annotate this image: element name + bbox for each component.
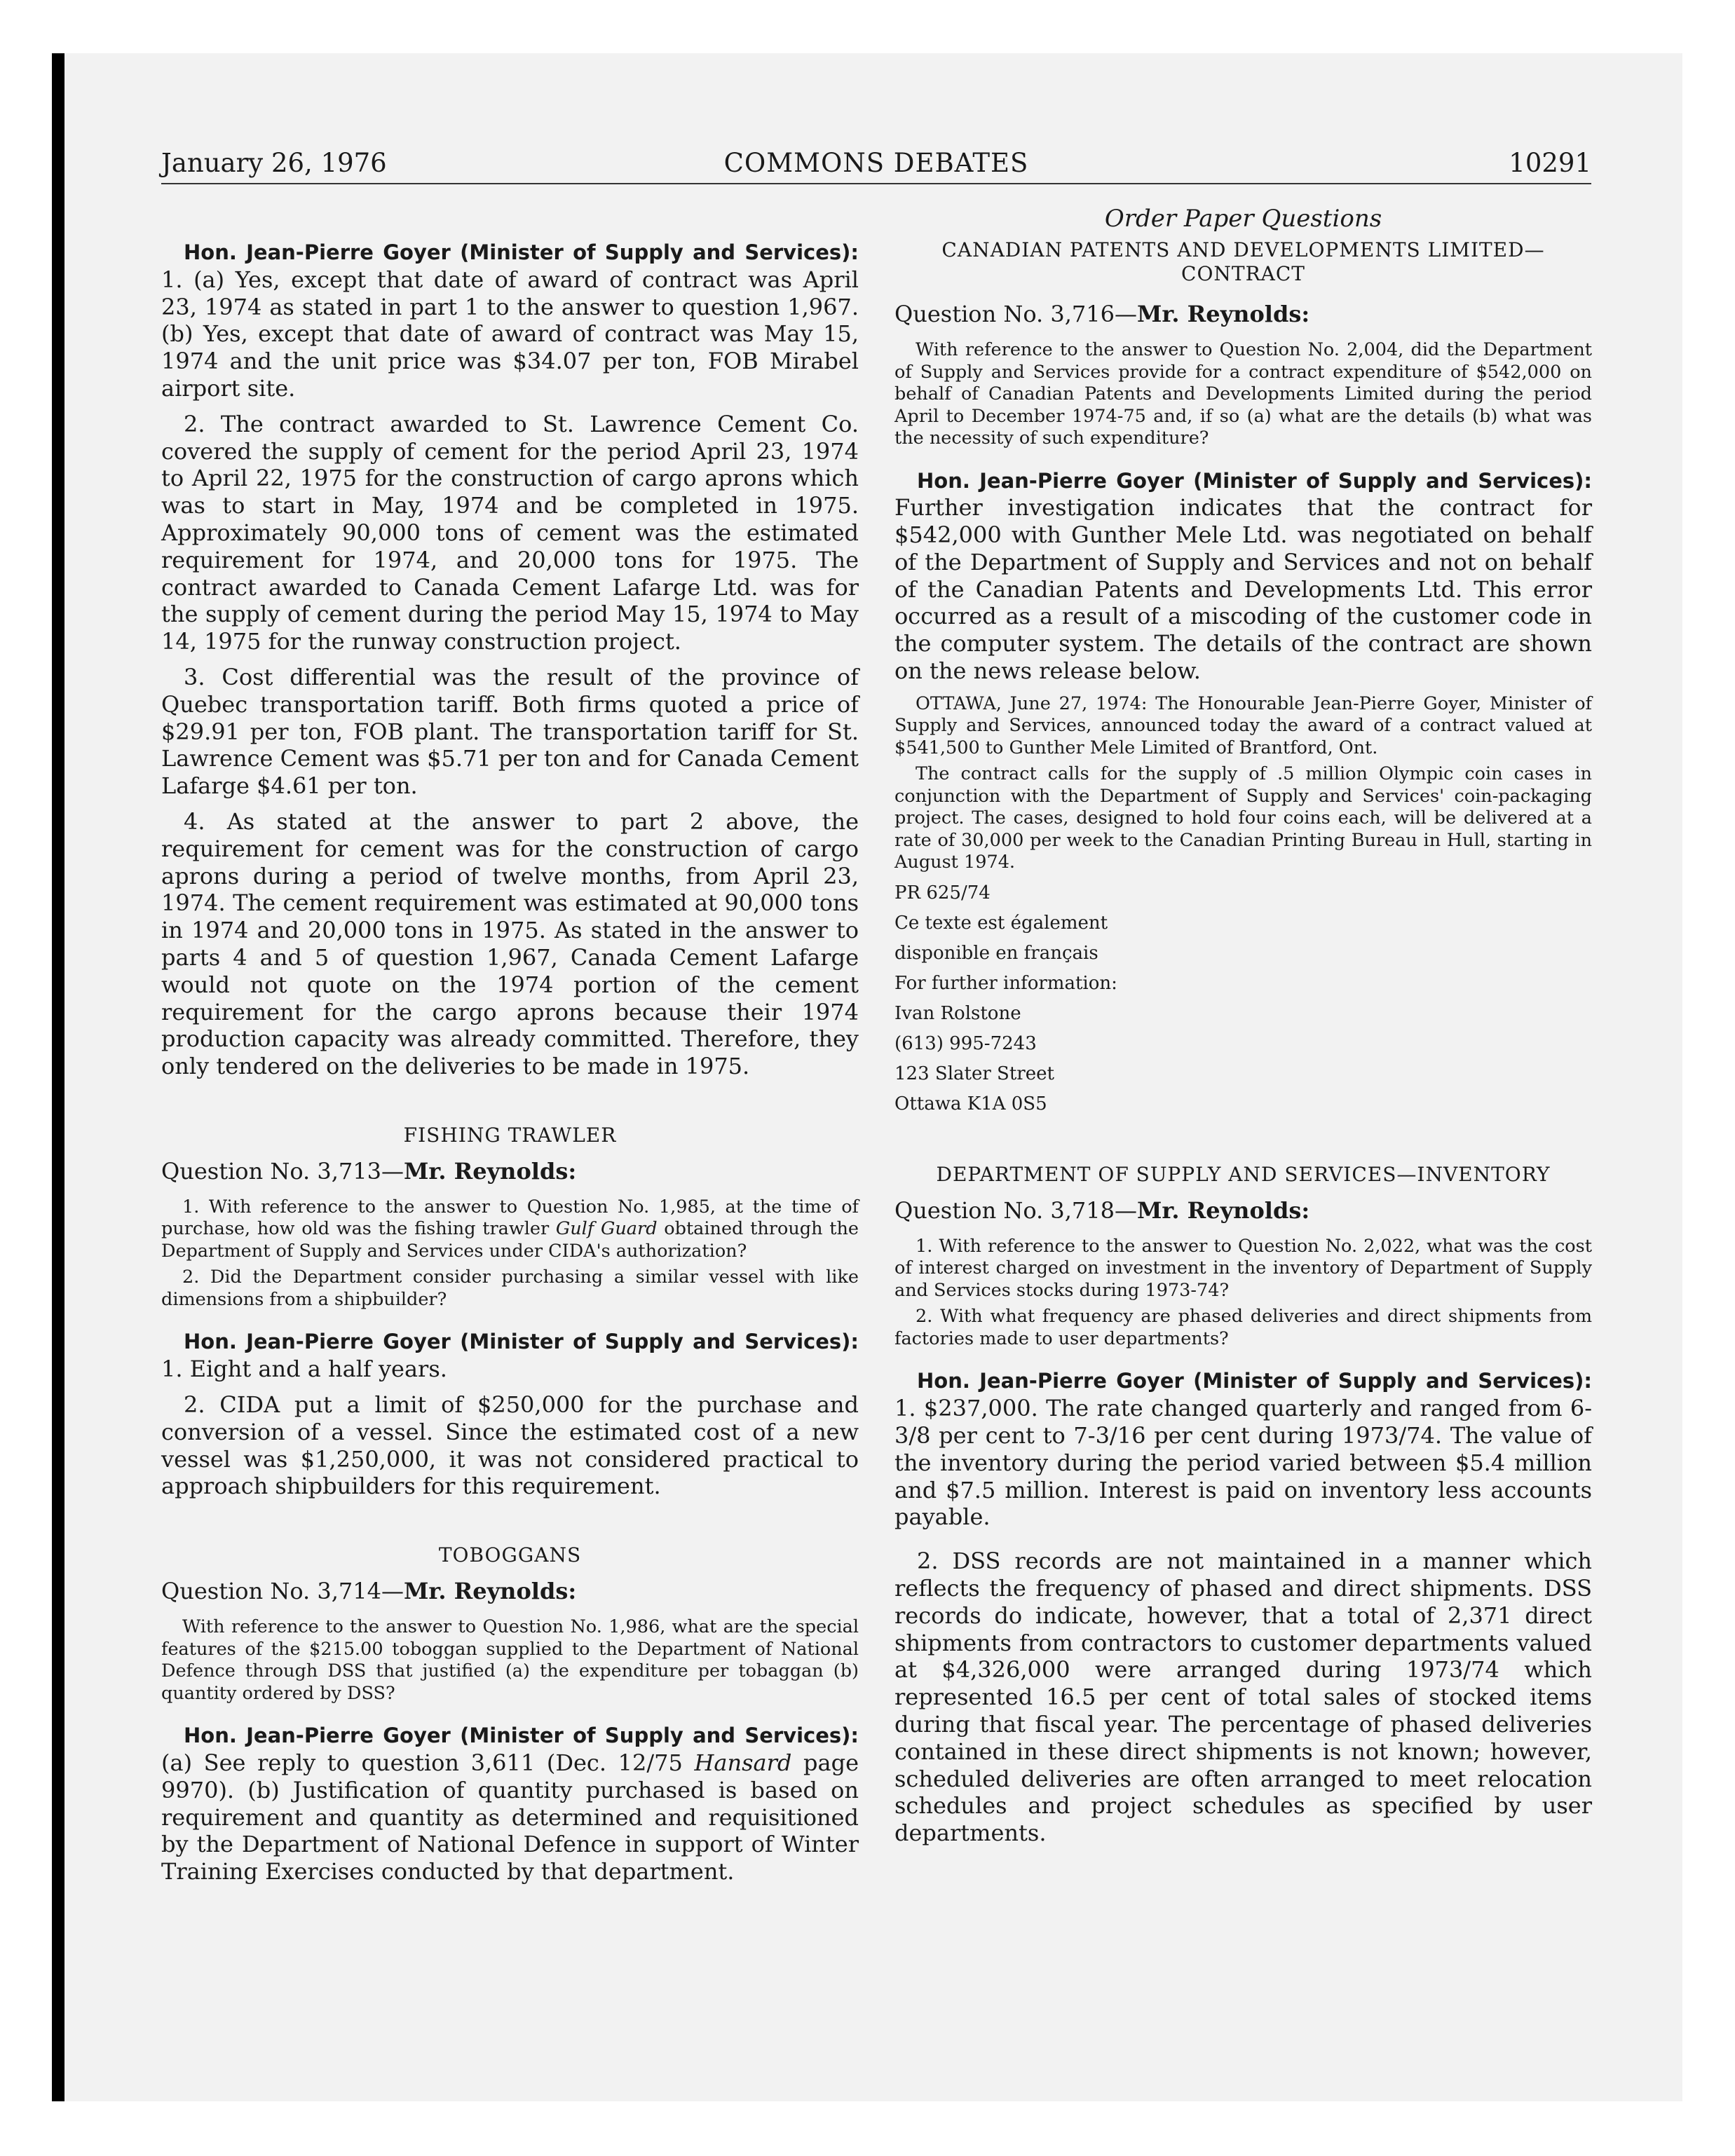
speaker-name: Hon. Jean-Pierre Goyer (Minister of Supply and Services): (917, 1369, 1592, 1393)
question-text (161, 1196, 859, 1263)
header-publication: COMMONS DEBATES (723, 148, 1029, 178)
speaker-name: Hon. Jean-Pierre Goyer (Minister of Supply and Services): (184, 240, 859, 264)
question-text (894, 1306, 1592, 1350)
section-title: Order Paper Questions (1104, 205, 1382, 233)
header-page-number: 10291 (1509, 148, 1591, 178)
hansard-title: Hansard (694, 1749, 792, 1776)
right-column (894, 203, 1592, 1855)
release-text: OTTAWA, June 27, 1974: The Honourable Jean-Pierre Goyer, Minister of Supply and Services, announced today the award of a contract valued at $541,500 to Gunther Mele Limited of Brantford, Ont. (894, 692, 1592, 758)
answer-text: Further investigation indicates that the contract for $542,000 with Gunther Mele Ltd. was negotiated on behalf of the Department of Supply and Services and not on behalf of the Canadian Patents and Developments Ltd. This error occurred as a result of a miscoding of the customer code in the computer system. The details of the contract are shown on the news release below. (894, 494, 1592, 685)
answer-paragraph (161, 808, 859, 1080)
release-line: For further information: (894, 972, 1117, 994)
question-line (894, 1195, 1592, 1226)
answer-text: 3. Cost differential was the result of the province of Quebec transportation tariff. Both firms quoted a price of $29.91 per ton, FOB plant. The transportation tariff for St. Lawrence Cement was $5.71 per ton and for Canada Cement Lafarge $4.61 per ton. (161, 663, 859, 800)
release-line: PR 625/74 (894, 882, 991, 903)
question-text-part: 1. With reference to the answer to Question No. 1,985, at the time of purchase, how old was the fishing trawler (161, 1196, 859, 1240)
answer-paragraph (894, 1548, 1592, 1847)
question-member: Mr. Reynolds: (404, 1157, 577, 1185)
release-line: 123 Slater Street (894, 1063, 1054, 1084)
release-line: Ottawa K1A 0S5 (894, 1093, 1047, 1114)
release-line: Ce texte est également (894, 912, 1108, 934)
release-line: disponible en français (894, 942, 1098, 964)
vessel-name: Gulf Guard (555, 1218, 658, 1240)
question-member: Mr. Reynolds: (1137, 301, 1310, 327)
question-text-part: With reference to the answer to Question No. 1,986, what are the special features of the $215.00 toboggan supplied to the Department of National Defence through DSS that justified (a) the expenditure per tobaggan (b) quantity ordered by DSS? (161, 1616, 859, 1704)
scan-edge (52, 53, 64, 2101)
release-line: Ivan Rolstone (894, 1002, 1021, 1024)
release-paragraph (894, 693, 1592, 760)
question-text (894, 339, 1592, 450)
release-text: The contract calls for the supply of .5 million Olympic coin cases in conjunction with the Department of Supply and Services' coin-packaging project. The cases, designed to hold four coins each, will be delivered at a rate of 30,000 per week to the Canadian Printing Bureau in Hull, starting in August 1974. (894, 763, 1592, 873)
answer-text: 2. The contract awarded to St. Lawrence Cement Co. covered the supply of cement for the period April 23, 1974 to April 22, 1975 for the construction of cargo aprons which was to start in May, 1974 and be completed in 1975. Approximately 90,000 tons of cement was the estimated requirement for 1974, and 20,000 tons for 1975. The contract awarded to Canada Cement Lafarge Ltd. was for the supply of cement during the period May 15, 1974 to May 14, 1975 for the runway construction project. (161, 410, 859, 655)
section-inventory (894, 1163, 1592, 1847)
answer-paragraph (161, 1391, 859, 1500)
answer-paragraph (161, 664, 859, 800)
header-date: January 26, 1976 (161, 148, 387, 178)
speaker-name: Hon. Jean-Pierre Goyer (Minister of Supply and Services): (184, 1330, 859, 1354)
question-member: Mr. Reynolds: (404, 1578, 577, 1605)
answer-text: (a) See reply to question 3,611 (Dec. 12/75 (161, 1749, 695, 1776)
answer-text: 2. DSS records are not maintained in a manner which reflects the frequency of phased and direct shipments. DSS records do indicate, however, that a total of 2,371 direct shipments from contractors to customer departments valued at $4,326,000 were arranged during 1973/74 which represented 16.5 per cent of total sales of stocked items during that fiscal year. The percentage of phased deliveries contained in these direct shipments is not known; however, scheduled deliveries are often arranged to meet relocation schedules and project schedules as specified by user departments. (894, 1548, 1592, 1847)
section-heading-line: CANADIAN PATENTS AND DEVELOPMENTS LIMITED— (941, 238, 1545, 261)
release-contact-block (894, 878, 1592, 1119)
question-number: Question No. 3,713— (161, 1157, 404, 1185)
question-number: Question No. 3,714— (161, 1578, 404, 1605)
answer-paragraph (161, 411, 859, 655)
section-heading: DEPARTMENT OF SUPPLY AND SERVICES—INVENTORY (936, 1162, 1551, 1186)
answer-paragraph (161, 1721, 859, 1885)
answer-text: 1. (a) Yes, except that date of award of contract was April 23, 1974 as stated in part 1 to the answer to question 1,967. (b) Yes, except that date of award of contract was May 15, 1974 and the unit price was $34.07 per ton, FOB Mirabel airport site. (161, 266, 859, 402)
release-line: (613) 995-7243 (894, 1032, 1037, 1054)
answer-text: 4. As stated at the answer to part 2 above, the requirement for cement was for the construction of cargo aprons during a period of twelve months, from April 23, 1974. The cement requirement was estimated at 90,000 tons in 1974 and 20,000 tons in 1975. As stated in the answer to parts 4 and 5 of question 1,967, Canada Cement Lafarge would not quote on the 1974 portion of the cement requirement for the cargo aprons because their 1974 production capacity was already committed. Therefore, they only tendered on the deliveries to be made in 1975. (161, 807, 859, 1080)
question-line (894, 299, 1592, 329)
answer-text: 2. CIDA put a limit of $250,000 for the purchase and conversion of a vessel. Since the estimated cost of a new vessel was $1,250,000, it was not considered practical to approach shipbuilders for this requirement. (161, 1391, 859, 1500)
answer-text: 1. Eight and a half years. (161, 1356, 447, 1383)
section-heading-line: CONTRACT (1181, 262, 1305, 285)
answer-1967 (161, 238, 859, 1080)
question-text-part: 2. With what frequency are phased deliveries and direct shipments from factories made to user departments? (894, 1306, 1592, 1349)
question-text (161, 1267, 859, 1311)
section-fishing-trawler (161, 1124, 859, 1500)
left-column (161, 203, 859, 1894)
question-number: Question No. 3,716— (894, 301, 1137, 327)
question-member: Mr. Reynolds: (1137, 1196, 1310, 1224)
question-text-part: obtained through the Department of Supply and Services under CIDA's authorization? (161, 1218, 859, 1262)
answer-text: page 9970). (b) Justification of quantity purchased is based on requirement and quantity as determined and requisitioned by the Department of National Defence in support of Winter Training Exercises conducted by that department. (161, 1749, 859, 1885)
answer-paragraph (161, 238, 859, 402)
question-number: Question No. 3,718— (894, 1196, 1137, 1224)
question-text-part: 1. With reference to the answer to Question No. 2,022, what was the cost of interest charged on investment in the inventory of Department of Supply and Services stocks during 1973-74? (894, 1235, 1592, 1301)
section-heading: TOBOGGANS (438, 1543, 582, 1567)
answer-paragraph (161, 1328, 859, 1383)
question-text (161, 1616, 859, 1705)
news-release (894, 693, 1592, 1119)
speaker-name: Hon. Jean-Pierre Goyer (Minister of Supply and Services): (184, 1724, 859, 1748)
section-patents (894, 238, 1592, 1119)
speaker-name: Hon. Jean-Pierre Goyer (Minister of Supply and Services): (917, 468, 1592, 493)
release-paragraph (894, 763, 1592, 874)
answer-paragraph (894, 1367, 1592, 1531)
question-text-part: With reference to the answer to Question No. 2,004, did the Department of Supply and Services provide for a contract expenditure of $542,000 on behalf of Canadian Patents and Developments Limited during the period April to December 1974-75 and, if so (a) what are the details (b) what was the necessity of such expenditure? (894, 339, 1592, 449)
answer-paragraph (894, 467, 1592, 685)
question-line (161, 1576, 859, 1606)
running-head (161, 144, 1591, 184)
question-text (894, 1236, 1592, 1302)
question-text-part: 2. Did the Department consider purchasing a similar vessel with like dimensions from a shipbuilder? (161, 1267, 859, 1310)
question-line (161, 1156, 859, 1187)
section-heading (894, 238, 1592, 286)
section-heading: FISHING TRAWLER (403, 1123, 617, 1147)
section-toboggans (161, 1543, 859, 1885)
answer-text: 1. $237,000. The rate changed quarterly and ranged from 6-3/8 per cent to 7-3/16 per cent during 1973/74. The value of the inventory during the period varied between $5.4 million and $7.5 million. Interest is paid on inventory less accounts payable. (894, 1395, 1592, 1531)
